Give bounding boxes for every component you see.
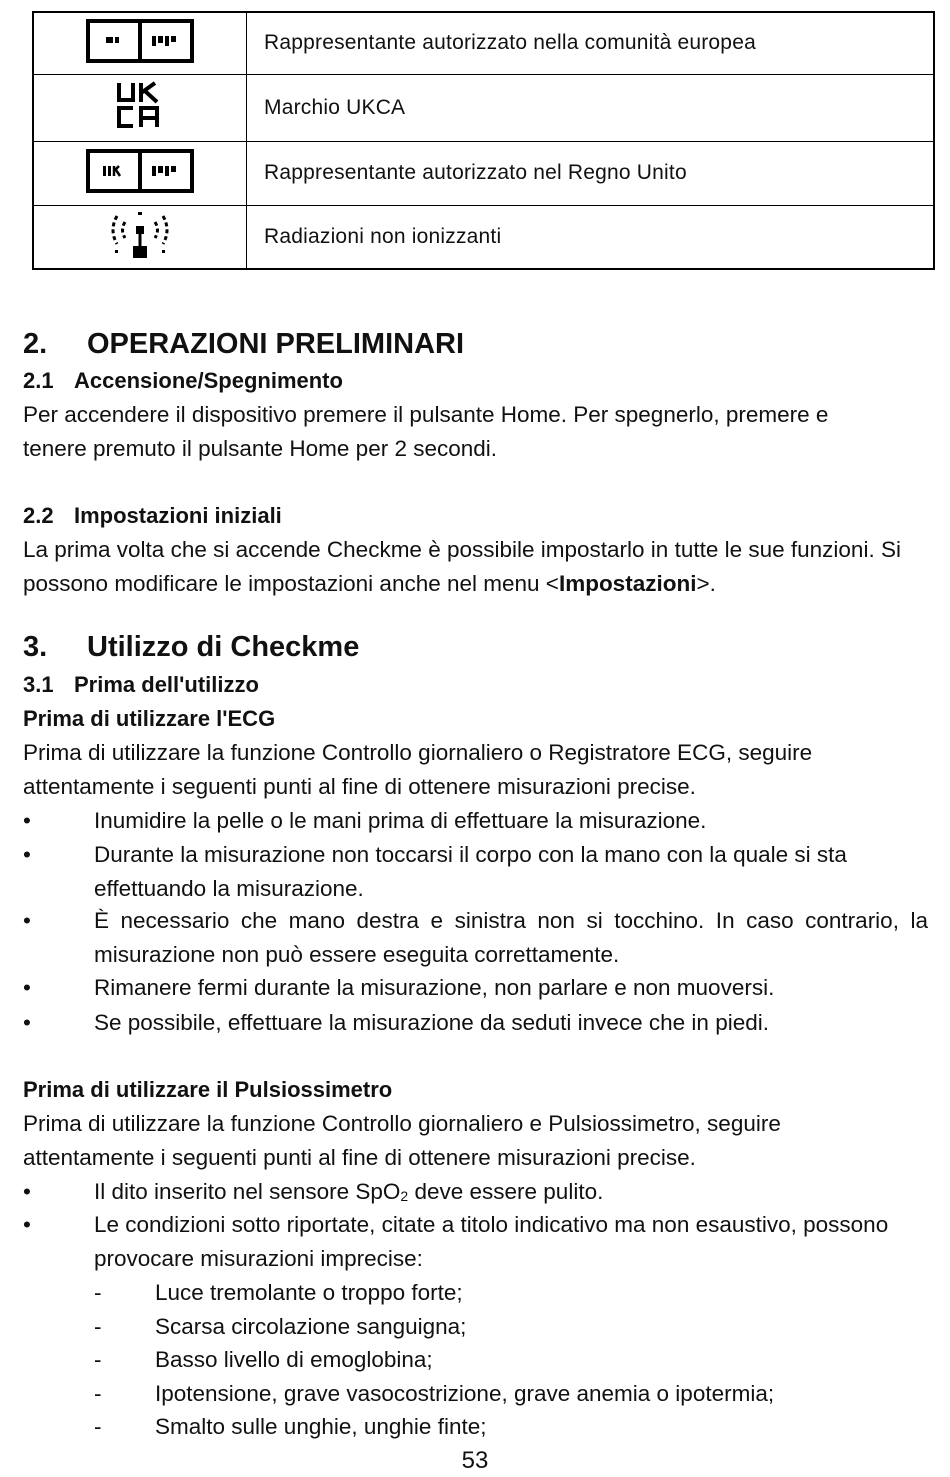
subsection-heading — [23, 368, 928, 394]
dash-item — [23, 1343, 928, 1377]
subsection-heading — [23, 503, 928, 529]
symbol-cell — [33, 141, 247, 205]
symbol-description: Rappresentante autorizzato nel Regno Unito — [247, 141, 935, 205]
dash-text: Luce tremolante o troppo forte; — [155, 1280, 463, 1305]
section-number: 3. — [23, 631, 48, 663]
symbol-row — [33, 141, 934, 205]
symbol-cell — [33, 74, 247, 141]
bullet-text: Se possibile, effettuare la misurazione da seduti invece che in piedi. — [94, 1010, 769, 1035]
symbol-description: Rappresentante autorizzato nella comunità europea — [247, 12, 935, 74]
paragraph-line: attentamente i seguenti punti al fine di ottenere misurazioni precise. — [23, 774, 696, 799]
symbol-cell — [33, 12, 247, 74]
uk-rep-icon — [86, 149, 194, 193]
symbol-description: Marchio UKCA — [247, 74, 935, 141]
paragraph-line: La prima volta che si accende Checkme è possibile impostarlo in tutte le sue funzioni. Si — [23, 537, 901, 562]
bullet-icon: • — [23, 908, 31, 933]
subsection-title: Accensione/Spegnimento — [74, 368, 343, 393]
bullet-item — [23, 1208, 928, 1276]
paragraph-line: Prima di utilizzare la funzione Controllo giornaliero e Pulsiossimetro, seguire — [23, 1111, 781, 1136]
dash-item — [23, 1276, 928, 1310]
dash-icon: - — [94, 1414, 102, 1439]
bullet-text: Rimanere fermi durante la misurazione, non parlare e non muoversi. — [94, 975, 775, 1000]
subsection-title: Prima dell'utilizzo — [74, 672, 259, 697]
bullet-icon: • — [23, 842, 31, 867]
bullet-text: provocare misurazioni imprecise: — [94, 1246, 423, 1271]
section-number: 2. — [23, 328, 48, 360]
paragraph-line: tenere premuto il pulsante Home per 2 secondi. — [23, 436, 498, 461]
bullet-icon: • — [23, 1179, 31, 1204]
dash-icon: - — [94, 1314, 102, 1339]
ukca-mark-icon — [115, 80, 165, 130]
dash-icon: - — [94, 1381, 102, 1406]
text-span: deve essere pulito. — [408, 1179, 604, 1204]
bullet-text: Le condizioni sotto riportate, citate a titolo indicativo ma non esaustivo, possono — [94, 1212, 889, 1237]
dash-item — [23, 1410, 928, 1444]
dash-icon: - — [94, 1280, 102, 1305]
dash-item — [23, 1310, 928, 1344]
dash-text: Scarsa circolazione sanguigna; — [155, 1314, 467, 1339]
symbol-cell — [33, 205, 247, 269]
menu-name: Impostazioni — [558, 571, 697, 596]
eu-rep-icon — [86, 19, 194, 63]
section-heading — [23, 328, 928, 361]
subsection-number: 2.1 — [23, 368, 54, 393]
subscript: 2 — [400, 1188, 409, 1204]
symbols-table — [32, 11, 935, 270]
subsection-heading — [23, 672, 928, 698]
paragraph-line: attentamente i seguenti punti al fine di ottenere misurazioni precise. — [23, 1145, 696, 1170]
subsection-number: 3.1 — [23, 672, 54, 697]
bullet-text: Durante la misurazione non toccarsi il corpo con la mano con la quale si sta — [94, 842, 847, 867]
text-span: possono modificare le impostazioni anche nel menu < — [23, 571, 559, 596]
dash-item — [23, 1377, 928, 1411]
subsection-title: Impostazioni iniziali — [74, 503, 282, 528]
paragraph-line: Prima di utilizzare la funzione Controllo giornaliero o Registratore ECG, seguire — [23, 740, 813, 765]
bullet-text: effettuando la misurazione. — [94, 876, 364, 901]
bullet-icon: • — [23, 808, 31, 833]
topic-heading: Prima di utilizzare l'ECG — [23, 706, 276, 731]
bullet-icon: • — [23, 975, 31, 1000]
bullet-icon: • — [23, 1010, 31, 1035]
bullet-item — [23, 804, 928, 838]
topic-heading: Prima di utilizzare il Pulsiossimetro — [23, 1077, 393, 1102]
bullet-item — [23, 1006, 928, 1040]
dash-icon: - — [94, 1347, 102, 1372]
text-span: >. — [696, 571, 716, 596]
bullet-icon: • — [23, 1212, 31, 1237]
symbol-description: Radiazioni non ionizzanti — [247, 205, 935, 269]
bullet-item — [23, 904, 928, 972]
page-number: 53 — [461, 1447, 489, 1474]
section-heading — [23, 631, 928, 664]
bullet-item — [23, 971, 928, 1005]
bullet-text: Inumidire la pelle o le mani prima di effettuare la misurazione. — [94, 808, 707, 833]
bullet-item — [23, 838, 928, 906]
text-span: Il dito inserito nel sensore SpO — [94, 1179, 401, 1204]
dash-text: Ipotensione, grave vasocostrizione, grave anemia o ipotermia; — [155, 1381, 775, 1406]
symbol-row — [33, 74, 934, 141]
section-title: OPERAZIONI PRELIMINARI — [87, 328, 465, 360]
bullet-text: È necessario che mano destra e sinistra non si tocchino. In caso contrario, la — [94, 908, 928, 933]
paragraph-line — [23, 567, 928, 601]
non-ionizing-radiation-icon — [107, 208, 173, 260]
paragraph-line: Per accendere il dispositivo premere il pulsante Home. Per spegnerlo, premere e — [23, 402, 829, 427]
bullet-text: misurazione non può essere eseguita correttamente. — [94, 942, 620, 967]
dash-text: Smalto sulle unghie, unghie finte; — [155, 1414, 487, 1439]
subsection-number: 2.2 — [23, 503, 54, 528]
dash-text: Basso livello di emoglobina; — [155, 1347, 433, 1372]
symbol-row — [33, 12, 934, 74]
section-title: Utilizzo di Checkme — [87, 631, 360, 663]
symbol-row — [33, 205, 934, 269]
